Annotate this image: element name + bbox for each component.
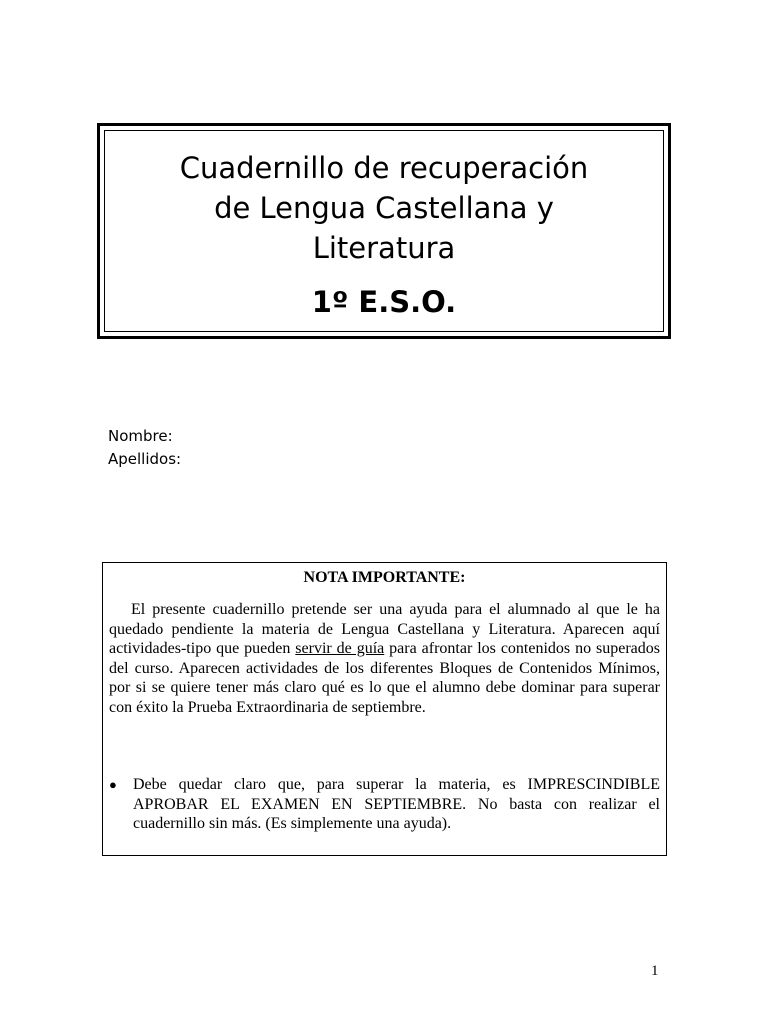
note-paragraph <box>109 600 660 717</box>
note-paragraph-part-1: El presente cuadernillo pretende ser una ayuda para el alumnado al que le ha quedado pendiente la materia de Lengua Castellana y Literatura. Aparecen aquí actividades-tipo que pueden <box>109 601 660 657</box>
document-title <box>100 148 668 322</box>
surname-label: Apellidos: <box>108 450 182 468</box>
important-note-box <box>102 562 667 856</box>
note-paragraph-part-2: para afrontar los contenidos no superados del curso. Aparecen actividades de los diferentes Bloques de Contenidos Mínimos, por si se quiere tener más claro qué es lo que el alumno debe dominar para superar con éxito la Prueba Extraordinaria de septiembre. <box>109 640 660 716</box>
note-heading: NOTA IMPORTANTE: <box>303 569 466 586</box>
page-number: 1 <box>651 963 659 979</box>
title-box <box>97 123 671 339</box>
title-line-1: Cuadernillo de recuperación <box>179 151 589 185</box>
bullet-text: Debe quedar claro que, para superar la materia, es IMPRESCINDIBLE APROBAR EL EXAMEN EN SEPTIEMBRE. No basta con realizar el cuadernillo sin más. (Es simplemente una ayuda). <box>133 776 660 832</box>
name-label: Nombre: <box>108 427 173 445</box>
title-line-3: Literatura <box>312 231 456 265</box>
bullet-icon: ● <box>109 777 117 792</box>
title-line-2: de Lengua Castellana y <box>214 191 554 225</box>
note-paragraph-underlined: servir de guía <box>295 640 385 657</box>
note-bullet-item <box>109 775 660 834</box>
course-level: 1º E.S.O. <box>311 285 457 319</box>
student-fields <box>108 425 181 471</box>
